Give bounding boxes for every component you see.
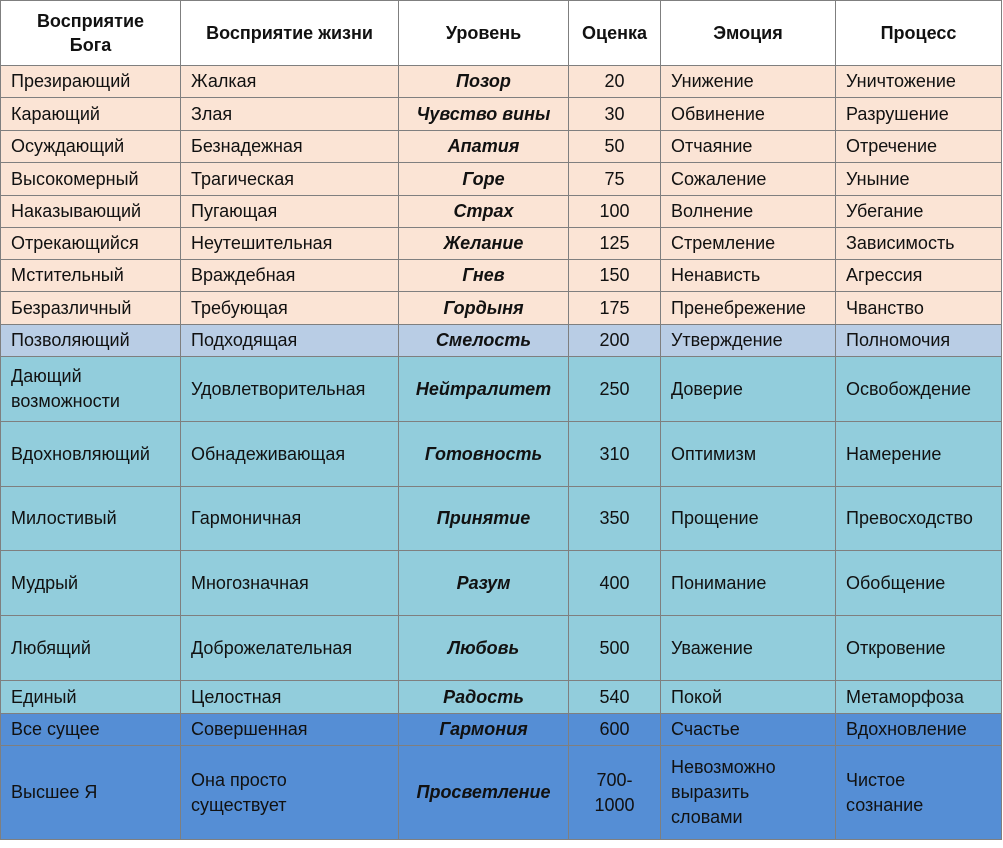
table-row <box>1 551 1002 616</box>
cell-life: Трагическая <box>181 163 399 196</box>
cell-emotion: Уважение <box>661 616 836 681</box>
cell-score: 75 <box>569 163 661 196</box>
cell-god: Вдохновляющий <box>1 422 181 487</box>
cell-life: Злая <box>181 98 399 131</box>
cell-process: Уныние <box>836 163 1002 196</box>
cell-god: Высшее Я <box>1 746 181 840</box>
cell-level: Принятие <box>399 487 569 551</box>
cell-god <box>1 357 181 422</box>
cell-emotion: Стремление <box>661 228 836 260</box>
cell-score: 150 <box>569 260 661 292</box>
cell-process: Зависимость <box>836 228 1002 260</box>
cell-god: Осуждающий <box>1 131 181 163</box>
cell-process-line-2: сознание <box>846 794 924 815</box>
cell-level: Смелость <box>399 325 569 357</box>
header-emotion: Эмоция <box>661 1 836 66</box>
table-row <box>1 487 1002 551</box>
table-row <box>1 616 1002 681</box>
header-score: Оценка <box>569 1 661 66</box>
cell-emotion: Счастье <box>661 714 836 746</box>
table-row <box>1 714 1002 746</box>
cell-score: 30 <box>569 98 661 131</box>
cell-process: Убегание <box>836 196 1002 228</box>
table-row <box>1 422 1002 487</box>
cell-life: Враждебная <box>181 260 399 292</box>
cell-level: Страх <box>399 196 569 228</box>
cell-life: Целостная <box>181 681 399 714</box>
cell-score-line-2: 1000 <box>594 794 635 815</box>
cell-emotion: Обвинение <box>661 98 836 131</box>
table-row <box>1 292 1002 325</box>
cell-life: Жалкая <box>181 66 399 98</box>
cell-emotion: Пренебрежение <box>661 292 836 325</box>
cell-emotion: Отчаяние <box>661 131 836 163</box>
cell-emotion: Унижение <box>661 66 836 98</box>
cell-life: Подходящая <box>181 325 399 357</box>
cell-emotion: Сожаление <box>661 163 836 196</box>
cell-score: 540 <box>569 681 661 714</box>
table-row <box>1 196 1002 228</box>
cell-god: Презирающий <box>1 66 181 98</box>
cell-emotion: Оптимизм <box>661 422 836 487</box>
cell-process: Полномочия <box>836 325 1002 357</box>
cell-level: Горе <box>399 163 569 196</box>
cell-life: Гармоничная <box>181 487 399 551</box>
table-row <box>1 260 1002 292</box>
cell-life: Удовлетворительная <box>181 357 399 422</box>
cell-level: Гордыня <box>399 292 569 325</box>
table-row <box>1 98 1002 131</box>
cell-process: Намерение <box>836 422 1002 487</box>
cell-life: Безнадежная <box>181 131 399 163</box>
cell-level: Любовь <box>399 616 569 681</box>
cell-life: Пугающая <box>181 196 399 228</box>
header-process: Процесс <box>836 1 1002 66</box>
cell-score: 310 <box>569 422 661 487</box>
cell-process: Чванство <box>836 292 1002 325</box>
cell-level: Нейтралитет <box>399 357 569 422</box>
cell-level: Гармония <box>399 714 569 746</box>
cell-emotion: Прощение <box>661 487 836 551</box>
cell-process: Уничтожение <box>836 66 1002 98</box>
cell-god: Мстительный <box>1 260 181 292</box>
cell-emotion-line-1: Невозможно <box>671 757 776 777</box>
cell-god: Безразличный <box>1 292 181 325</box>
cell-emotion: Покой <box>661 681 836 714</box>
cell-level: Радость <box>399 681 569 714</box>
cell-process: Метаморфоза <box>836 681 1002 714</box>
cell-life-line-2: существует <box>191 794 287 815</box>
table-row <box>1 228 1002 260</box>
cell-emotion: Утверждение <box>661 325 836 357</box>
cell-score: 100 <box>569 196 661 228</box>
cell-emotion-line-3: словами <box>671 807 743 827</box>
cell-process: Вдохновление <box>836 714 1002 746</box>
cell-life-line-1: Она просто <box>191 769 287 790</box>
cell-emotion-line-2: выразить <box>671 782 750 802</box>
header-life-perception: Восприятие жизни <box>181 1 399 66</box>
cell-emotion <box>661 746 836 840</box>
table-row <box>1 163 1002 196</box>
cell-score: 20 <box>569 66 661 98</box>
cell-level: Разум <box>399 551 569 616</box>
table-row <box>1 681 1002 714</box>
table-row <box>1 66 1002 98</box>
cell-process: Отречение <box>836 131 1002 163</box>
table-row <box>1 325 1002 357</box>
cell-score: 400 <box>569 551 661 616</box>
cell-score <box>569 746 661 840</box>
cell-god: Высокомерный <box>1 163 181 196</box>
cell-process: Освобождение <box>836 357 1002 422</box>
cell-process: Откровение <box>836 616 1002 681</box>
cell-level: Позор <box>399 66 569 98</box>
cell-god-line-1: Дающий <box>11 366 82 386</box>
cell-process: Обобщение <box>836 551 1002 616</box>
cell-god-line-2: возможности <box>11 391 120 411</box>
table-row <box>1 357 1002 422</box>
cell-emotion: Понимание <box>661 551 836 616</box>
cell-life: Доброжелательная <box>181 616 399 681</box>
cell-god: Отрекающийся <box>1 228 181 260</box>
cell-god: Любящий <box>1 616 181 681</box>
cell-god: Единый <box>1 681 181 714</box>
cell-life <box>181 746 399 840</box>
header-god-perception <box>1 1 181 66</box>
cell-process <box>836 746 1002 840</box>
cell-score: 250 <box>569 357 661 422</box>
cell-process: Агрессия <box>836 260 1002 292</box>
cell-level: Гнев <box>399 260 569 292</box>
cell-score-line-1: 700- <box>596 769 633 790</box>
cell-score: 175 <box>569 292 661 325</box>
cell-process-line-1: Чистое <box>846 769 906 790</box>
cell-score: 125 <box>569 228 661 260</box>
cell-emotion: Волнение <box>661 196 836 228</box>
cell-level: Апатия <box>399 131 569 163</box>
cell-process: Превосходство <box>836 487 1002 551</box>
header-god-line-1: Восприятие <box>36 11 145 31</box>
header-level: Уровень <box>399 1 569 66</box>
header-row <box>1 1 1002 66</box>
cell-life: Неутешительная <box>181 228 399 260</box>
cell-god: Мудрый <box>1 551 181 616</box>
cell-score: 50 <box>569 131 661 163</box>
cell-level: Просветление <box>399 746 569 840</box>
cell-emotion: Ненависть <box>661 260 836 292</box>
cell-level: Чувство вины <box>399 98 569 131</box>
cell-score: 350 <box>569 487 661 551</box>
cell-god: Карающий <box>1 98 181 131</box>
cell-level: Желание <box>399 228 569 260</box>
cell-life: Совершенная <box>181 714 399 746</box>
cell-life: Обнадеживающая <box>181 422 399 487</box>
cell-god: Все сущее <box>1 714 181 746</box>
cell-emotion: Доверие <box>661 357 836 422</box>
cell-score: 200 <box>569 325 661 357</box>
cell-level: Готовность <box>399 422 569 487</box>
cell-life: Требующая <box>181 292 399 325</box>
cell-score: 500 <box>569 616 661 681</box>
cell-life: Многозначная <box>181 551 399 616</box>
cell-god: Милостивый <box>1 487 181 551</box>
cell-process: Разрушение <box>836 98 1002 131</box>
header-god-line-2: Бога <box>69 35 112 55</box>
table-row <box>1 746 1002 840</box>
cell-score: 600 <box>569 714 661 746</box>
cell-god: Позволяющий <box>1 325 181 357</box>
cell-god: Наказывающий <box>1 196 181 228</box>
table-row <box>1 131 1002 163</box>
